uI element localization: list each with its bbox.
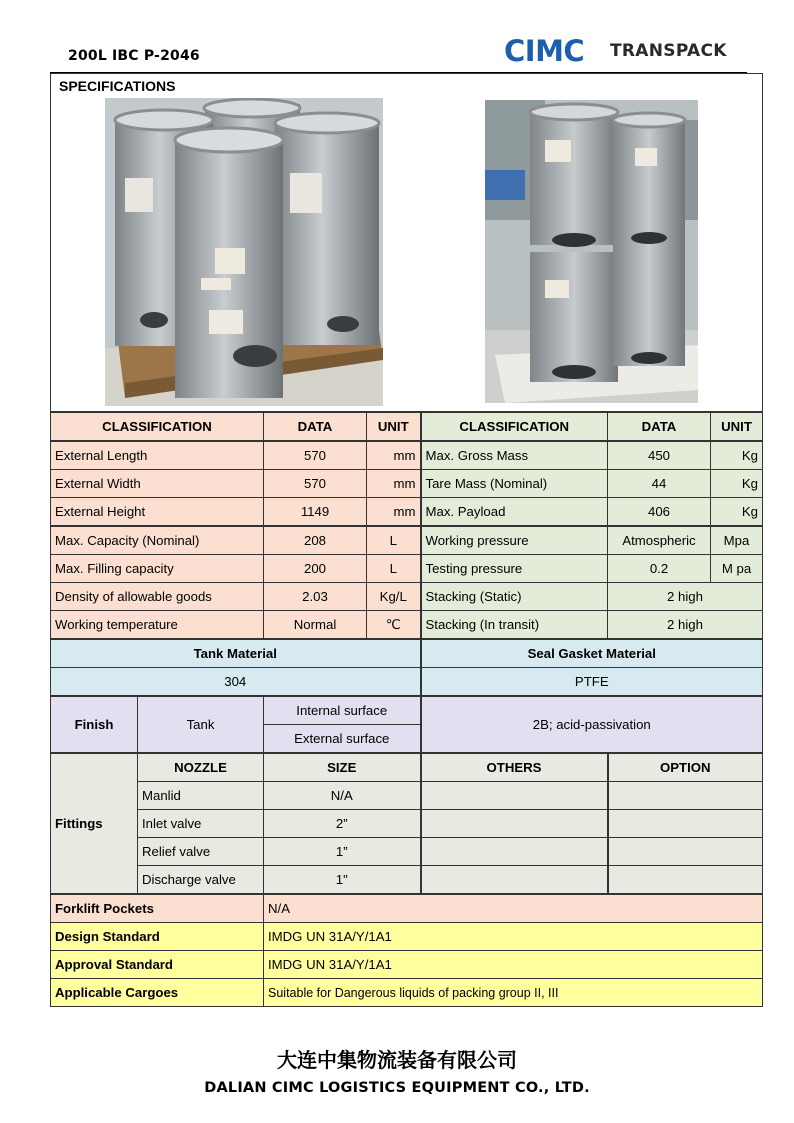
spec-value: Atmospheric (608, 526, 711, 555)
fittings-label: Fittings (51, 753, 138, 894)
right-header-data: DATA (608, 412, 711, 441)
seal-gasket-material-label: Seal Gasket Material (421, 639, 763, 668)
design-standard-label: Design Standard (51, 923, 264, 951)
standard-row (51, 951, 763, 979)
logo-brand-name: CIMC (504, 34, 585, 68)
spec-value: 2.03 (264, 583, 367, 611)
company-name-chinese: 大连中集物流装备有限公司 (277, 1048, 517, 1072)
right-header-unit: UNIT (711, 412, 763, 441)
fitting-size: 2” (264, 810, 421, 838)
fitting-option (608, 866, 763, 895)
spec-unit: mm (367, 470, 421, 498)
fittings-header-option: OPTION (608, 753, 763, 782)
forklift-pockets-label: Forklift Pockets (51, 894, 264, 923)
spec-label: Stacking (In transit) (421, 611, 608, 640)
specification-sheet (50, 73, 762, 1007)
fittings-header-size: SIZE (264, 753, 421, 782)
tank-material-value: 304 (51, 668, 421, 697)
spec-row (51, 611, 763, 640)
spec-label: External Width (51, 470, 264, 498)
spec-unit: Kg (711, 441, 763, 470)
forklift-pockets-value: N/A (264, 894, 763, 923)
spec-label: Stacking (Static) (421, 583, 608, 611)
fittings-header-nozzle: NOZZLE (138, 753, 264, 782)
spec-value: 1149 (264, 498, 367, 527)
fitting-nozzle: Discharge valve (138, 866, 264, 895)
fitting-row (51, 810, 763, 838)
spec-label: External Length (51, 441, 264, 470)
logo-brand-suffix: TRANSPACK (610, 41, 727, 61)
spec-label: Max. Capacity (Nominal) (51, 526, 264, 555)
spec-unit: mm (367, 441, 421, 470)
finish-label: Finish (51, 696, 138, 753)
spec-value: 2 high (608, 611, 763, 640)
fitting-size: N/A (264, 782, 421, 810)
fitting-size: 1” (264, 838, 421, 866)
spec-table (50, 73, 763, 1007)
fitting-nozzle: Relief valve (138, 838, 264, 866)
spec-label: External Height (51, 498, 264, 527)
spec-label: Testing pressure (421, 555, 608, 583)
spec-row (51, 441, 763, 470)
specifications-heading: SPECIFICATIONS (59, 78, 176, 94)
spec-unit: Kg/L (367, 583, 421, 611)
fittings-header-others: OTHERS (421, 753, 608, 782)
seal-gasket-material-value: PTFE (421, 668, 763, 697)
spec-label: Max. Payload (421, 498, 608, 527)
design-standard-value: IMDG UN 31A/Y/1A1 (264, 923, 763, 951)
spec-value: 570 (264, 470, 367, 498)
spec-value: 200 (264, 555, 367, 583)
finish-internal-surface: Internal surface (264, 696, 421, 725)
right-header-classification: CLASSIFICATION (421, 412, 608, 441)
left-header-classification: CLASSIFICATION (51, 412, 264, 441)
spec-unit: Kg (711, 498, 763, 527)
spec-row (51, 555, 763, 583)
spec-value: 406 (608, 498, 711, 527)
spec-unit: ℃ (367, 611, 421, 640)
company-name-english: DALIAN CIMC LOGISTICS EQUIPMENT CO., LTD. (204, 1080, 590, 1096)
spec-unit: Kg (711, 470, 763, 498)
spec-unit: mm (367, 498, 421, 527)
spec-value: 0.2 (608, 555, 711, 583)
spec-value: 44 (608, 470, 711, 498)
spec-row (51, 498, 763, 527)
fitting-row (51, 866, 763, 895)
spec-unit: L (367, 555, 421, 583)
spec-value: 450 (608, 441, 711, 470)
fitting-size: 1" (264, 866, 421, 895)
approval-standard-value: IMDG UN 31A/Y/1A1 (264, 951, 763, 979)
tank-material-label: Tank Material (51, 639, 421, 668)
fitting-others (421, 838, 608, 866)
spec-value: 208 (264, 526, 367, 555)
fitting-nozzle: Manlid (138, 782, 264, 810)
company-logo (504, 34, 734, 68)
fitting-others (421, 866, 608, 895)
spec-row (51, 583, 763, 611)
fitting-row (51, 782, 763, 810)
spec-label: Max. Gross Mass (421, 441, 608, 470)
fitting-others (421, 782, 608, 810)
fitting-nozzle: Inlet valve (138, 810, 264, 838)
approval-standard-label: Approval Standard (51, 951, 264, 979)
product-photo-stacked (485, 100, 698, 403)
photos-section (51, 74, 763, 413)
spec-value: 570 (264, 441, 367, 470)
fitting-option (608, 782, 763, 810)
spec-label: Density of allowable goods (51, 583, 264, 611)
spec-value: 2 high (608, 583, 763, 611)
cargo-row (51, 979, 763, 1007)
fitting-others (421, 810, 608, 838)
fitting-option (608, 810, 763, 838)
applicable-cargoes-label: Applicable Cargoes (51, 979, 264, 1007)
standard-row (51, 923, 763, 951)
spec-label: Working pressure (421, 526, 608, 555)
spec-value: Normal (264, 611, 367, 640)
spec-row (51, 470, 763, 498)
document-title: 200L IBC P-2046 (68, 48, 200, 64)
forklift-row (51, 894, 763, 923)
spec-label: Max. Filling capacity (51, 555, 264, 583)
spec-unit: L (367, 526, 421, 555)
left-header-data: DATA (264, 412, 367, 441)
finish-component: Tank (138, 696, 264, 753)
spec-unit: M pa (711, 555, 763, 583)
finish-external-surface: External surface (264, 725, 421, 754)
applicable-cargoes-value: Suitable for Dangerous liquids of packing group II, III (264, 979, 763, 1007)
product-photo-pallet (105, 98, 383, 406)
fitting-row (51, 838, 763, 866)
left-header-unit: UNIT (367, 412, 421, 441)
spec-row (51, 526, 763, 555)
finish-value: 2B; acid-passivation (421, 696, 763, 753)
spec-label: Working temperature (51, 611, 264, 640)
spec-label: Tare Mass (Nominal) (421, 470, 608, 498)
spec-unit: Mpa (711, 526, 763, 555)
fitting-option (608, 838, 763, 866)
